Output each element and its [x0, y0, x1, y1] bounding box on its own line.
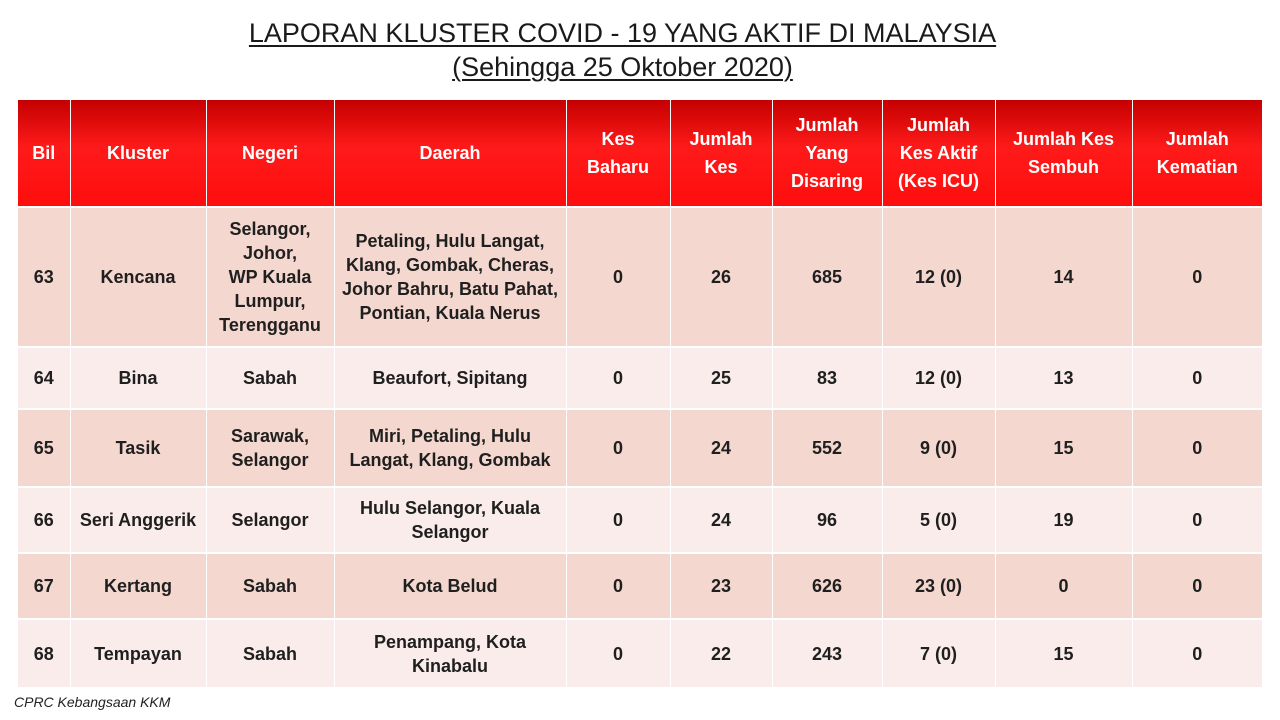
cell-kes-aktif: 9 (0)	[882, 409, 995, 487]
column-header-text: Jumlah	[795, 115, 859, 135]
cell-kes-aktif: 23 (0)	[882, 553, 995, 619]
column-header-text: Jumlah	[1165, 129, 1229, 149]
cell-kes-baharu: 0	[566, 553, 670, 619]
cell-kematian: 0	[1132, 553, 1262, 619]
column-header-text: Daerah	[419, 143, 481, 163]
cell-jumlah-kes: 22	[670, 619, 772, 687]
cell-daerah-line: Selangor	[411, 522, 489, 542]
cell-bil: 68	[18, 619, 70, 687]
column-header-text: Disaring	[790, 171, 864, 191]
cell-daerah	[334, 487, 566, 553]
column-header-text: Negeri	[241, 143, 299, 163]
cell-daerah-line: Kinabalu	[411, 655, 488, 676]
cell-jumlah-kes: 24	[670, 409, 772, 487]
cell-daerah-line: Beaufort, Sipitang	[372, 368, 528, 388]
cell-negeri-line: Johor,	[242, 243, 297, 263]
column-header-text: Yang	[805, 143, 849, 163]
cell-bil: 64	[18, 347, 70, 409]
cell-sembuh: 13	[995, 347, 1132, 409]
cell-daerah-line: Johor Bahru, Batu Pahat,	[341, 279, 559, 299]
column-header-text: Baharu	[586, 157, 649, 177]
cell-kes-baharu: 0	[566, 347, 670, 409]
column-header	[70, 100, 206, 207]
cell-kluster: Bina	[70, 347, 206, 409]
cell-disaring: 685	[772, 207, 882, 347]
cell-sembuh: 19	[995, 487, 1132, 553]
cell-daerah	[334, 207, 566, 347]
table-row	[18, 553, 1262, 619]
cell-kematian: 0	[1132, 409, 1262, 487]
column-header	[206, 100, 334, 207]
cell-negeri-line: Sabah	[242, 368, 298, 388]
footer-source: CPRC Kebangsaan KKM	[14, 694, 171, 710]
cell-negeri-line: Terengganu	[219, 315, 321, 335]
cell-kluster: Seri Anggerik	[70, 487, 206, 553]
column-header-text: Sembuh	[1027, 157, 1099, 177]
cell-jumlah-kes: 23	[670, 553, 772, 619]
cell-daerah-line: Penampang, Kota	[373, 631, 527, 652]
cell-kluster: Tempayan	[70, 619, 206, 687]
column-header	[334, 100, 566, 207]
cell-disaring: 243	[772, 619, 882, 687]
table-row	[18, 347, 1262, 409]
cell-daerah-line: Miri, Petaling, Hulu	[368, 426, 531, 446]
column-header-text: Kes	[601, 129, 635, 149]
cell-bil: 65	[18, 409, 70, 487]
column-header-text: Kes	[704, 157, 738, 177]
cell-bil: 63	[18, 207, 70, 347]
table-row	[18, 207, 1262, 347]
column-header	[1132, 100, 1262, 207]
cell-kes-aktif: 5 (0)	[882, 487, 995, 553]
cell-negeri	[206, 347, 334, 409]
column-header-text: Kematian	[1156, 157, 1238, 177]
cell-negeri	[206, 409, 334, 487]
cell-bil: 66	[18, 487, 70, 553]
cell-negeri-line: Sarawak,	[230, 426, 310, 446]
cell-disaring: 552	[772, 409, 882, 487]
cell-bil: 67	[18, 553, 70, 619]
cell-daerah	[334, 347, 566, 409]
column-header	[995, 100, 1132, 207]
cell-negeri-line: Sabah	[242, 643, 298, 664]
cluster-table	[18, 100, 1262, 687]
cell-kluster: Kencana	[70, 207, 206, 347]
cell-kluster: Kertang	[70, 553, 206, 619]
title-main: LAPORAN KLUSTER COVID - 19 YANG AKTIF DI MALAYSIA	[248, 18, 997, 48]
column-header	[882, 100, 995, 207]
cell-sembuh: 14	[995, 207, 1132, 347]
cell-jumlah-kes: 25	[670, 347, 772, 409]
cell-jumlah-kes: 26	[670, 207, 772, 347]
cell-kes-baharu: 0	[566, 409, 670, 487]
cell-daerah-line: Klang, Gombak, Cheras,	[345, 255, 555, 275]
cell-kes-aktif: 12 (0)	[882, 347, 995, 409]
table-header-row	[18, 100, 1262, 207]
cell-negeri	[206, 207, 334, 347]
column-header	[18, 100, 70, 207]
cell-jumlah-kes: 24	[670, 487, 772, 553]
table-row	[18, 487, 1262, 553]
cell-daerah-line: Hulu Selangor, Kuala	[359, 498, 541, 518]
column-header-text: Jumlah	[689, 129, 753, 149]
cell-kematian: 0	[1132, 487, 1262, 553]
cell-kes-baharu: 0	[566, 619, 670, 687]
cell-negeri	[206, 487, 334, 553]
cell-sembuh: 0	[995, 553, 1132, 619]
column-header-text: Jumlah Kes	[1012, 129, 1115, 149]
cell-negeri-line: Selangor	[231, 510, 309, 530]
cell-daerah-line: Pontian, Kuala Nerus	[359, 303, 541, 323]
column-header-text: Jumlah	[906, 115, 971, 135]
cell-daerah	[334, 409, 566, 487]
report-title	[0, 16, 1245, 84]
cell-kematian: 0	[1132, 619, 1262, 687]
cell-negeri	[206, 553, 334, 619]
cell-sembuh: 15	[995, 409, 1132, 487]
cell-disaring: 626	[772, 553, 882, 619]
cell-kematian: 0	[1132, 207, 1262, 347]
cell-sembuh: 15	[995, 619, 1132, 687]
cell-daerah	[334, 619, 566, 687]
cell-kematian: 0	[1132, 347, 1262, 409]
column-header	[772, 100, 882, 207]
table-row	[18, 619, 1262, 687]
cell-negeri	[206, 619, 334, 687]
table-row	[18, 409, 1262, 487]
cell-disaring: 96	[772, 487, 882, 553]
column-header	[670, 100, 772, 207]
title-date: (Sehingga 25 Oktober 2020)	[452, 52, 793, 82]
cell-kes-aktif: 7 (0)	[882, 619, 995, 687]
cell-negeri-line: Selangor	[231, 450, 309, 470]
cell-negeri-line: Selangor,	[229, 219, 311, 239]
cell-kes-baharu: 0	[566, 207, 670, 347]
column-header-text: Bil	[32, 143, 56, 163]
column-header-text: (Kes ICU)	[897, 171, 979, 191]
cell-daerah-line: Kota Belud	[402, 576, 498, 596]
cell-negeri-line: Sabah	[242, 576, 298, 596]
cell-kluster: Tasik	[70, 409, 206, 487]
cell-negeri-line: WP Kuala	[228, 267, 312, 287]
cell-daerah	[334, 553, 566, 619]
column-header	[566, 100, 670, 207]
cell-kes-baharu: 0	[566, 487, 670, 553]
cell-daerah-line: Langat, Klang, Gombak	[349, 450, 551, 470]
cell-kes-aktif: 12 (0)	[882, 207, 995, 347]
cell-daerah-line: Petaling, Hulu Langat,	[355, 231, 545, 251]
column-header-text: Kes Aktif	[899, 143, 978, 163]
column-header-text: Kluster	[106, 143, 169, 163]
cell-negeri-line: Lumpur,	[234, 291, 306, 311]
cell-disaring: 83	[772, 347, 882, 409]
